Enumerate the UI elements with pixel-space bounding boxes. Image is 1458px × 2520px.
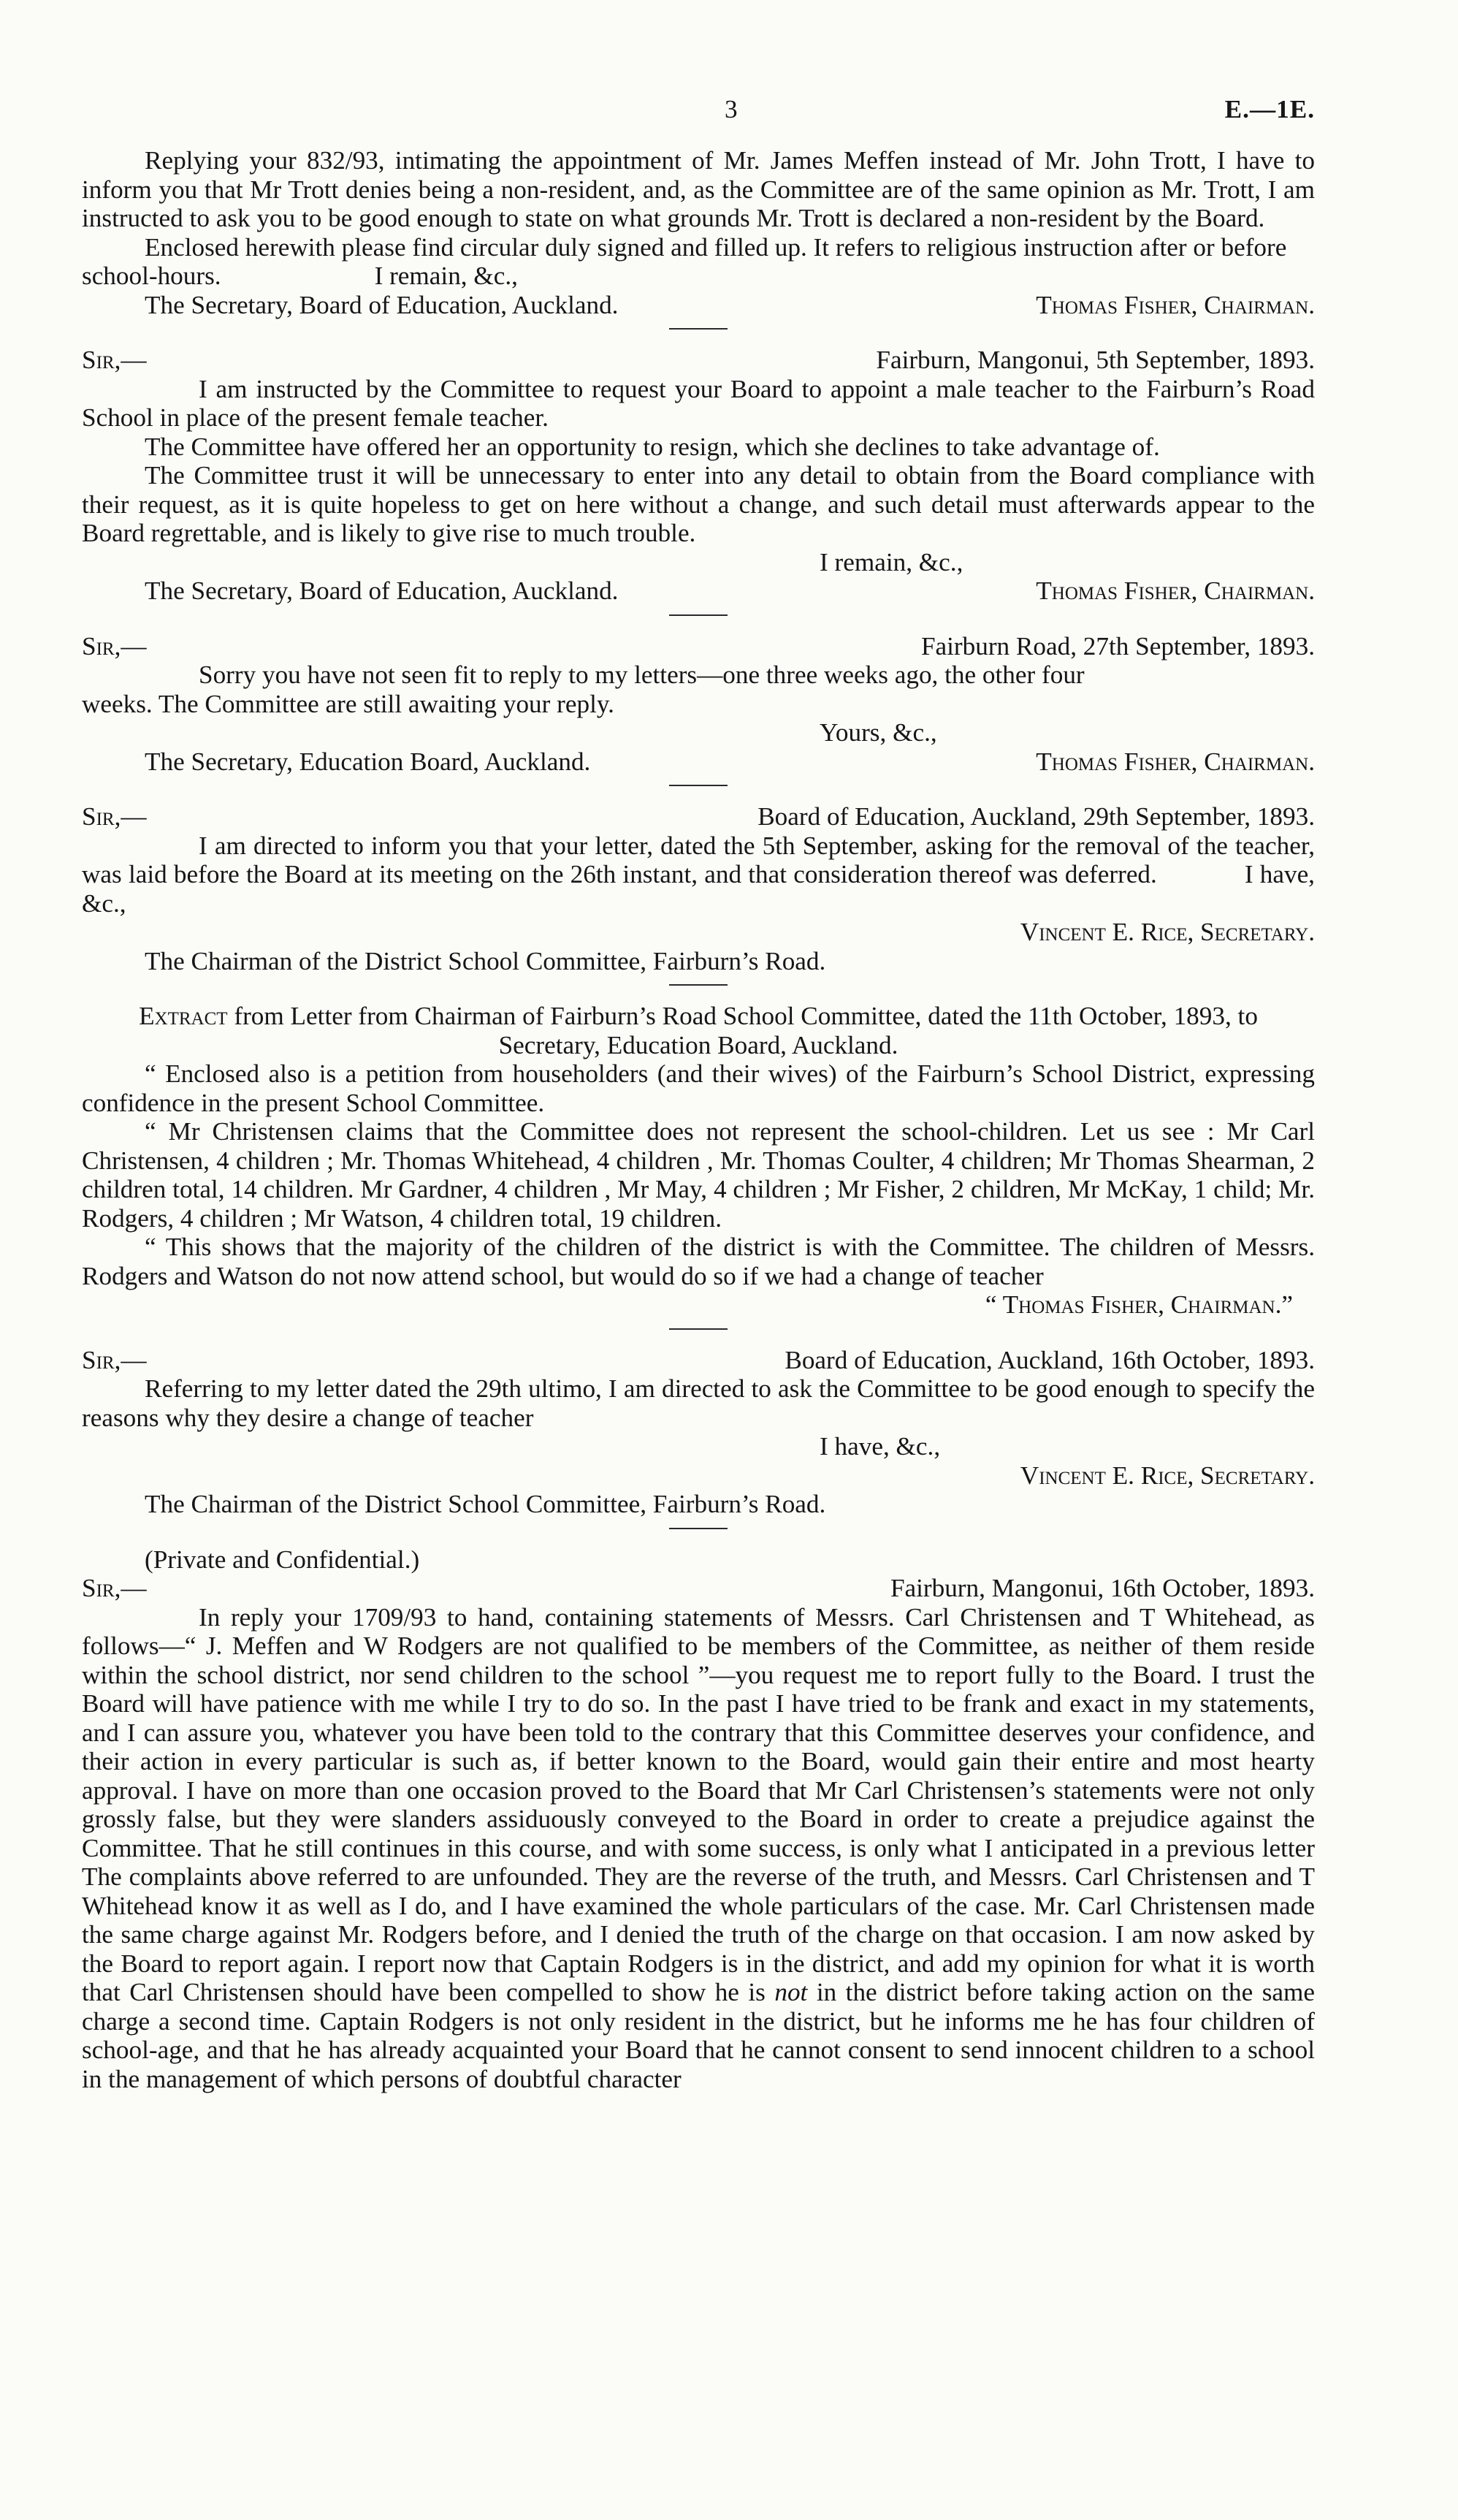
salutation: Sir,— bbox=[82, 1345, 147, 1374]
addressee: The Chairman of the District School Committee, Fairburn’s Road. bbox=[145, 1490, 826, 1518]
closing: I remain, &c., bbox=[374, 262, 518, 290]
salutation: Sir,— bbox=[82, 1574, 147, 1602]
dateline-row bbox=[82, 1574, 1315, 1603]
signature-line bbox=[82, 291, 1315, 320]
signature: Thomas Fisher, Chairman. bbox=[1036, 290, 1315, 319]
signature: Vincent E. Rice, Secretary. bbox=[1020, 918, 1315, 946]
divider bbox=[669, 785, 728, 786]
divider bbox=[669, 328, 728, 330]
signature: Vincent E. Rice, Secretary. bbox=[1020, 1461, 1315, 1490]
addressee: The Secretary, Board of Education, Auckland. bbox=[145, 290, 619, 319]
signature: Thomas Fisher, Chairman. bbox=[1036, 576, 1315, 605]
dateline-row bbox=[82, 632, 1315, 661]
divider bbox=[669, 1528, 728, 1529]
letter-1 bbox=[82, 146, 1315, 319]
divider bbox=[669, 984, 728, 986]
letter-paragraph: Sorry you have not seen fit to reply to my letters—one three weeks ago, the other four bbox=[199, 661, 1085, 689]
confidential-note: (Private and Confidential.) bbox=[145, 1545, 420, 1574]
closing: I have, &c., bbox=[820, 1432, 941, 1461]
extract-heading: Extract from Letter from Chairman of Fairburn’s Road School Committee, dated the 11th October, 1893, to Secretary, Education Board, Auckland. bbox=[139, 1002, 1258, 1059]
letter-paragraph: The Committee have offered her an opportunity to resign, which she declines to take advantage of. bbox=[145, 432, 1160, 461]
letter-2 bbox=[82, 346, 1315, 606]
letter-paragraph: In reply your 1709/93 to hand, containing statements of Messrs. Carl Christensen and T Whitehead, as follows—“ J. Meffen and W Rodgers are not qualified to be members of the Committee, as neither of them reside within the school district, nor send children to the school ”—you request me to report fully to the Board. I trust the Board will have patience with me while I try to do so. In the past I have tried to be frank and exact in my statements, and I can assure you, whatever you have been told to the contrary that this Committee deserves your confidence, and their action in every particular is such as, if better known to the Board, would gain their entire and most hearty approval. I have on more than one occasion proved to the Board that Mr Carl Christensen’s statements were not only grossly false, but they were slanders assiduously conveyed to the Board in order to create a prejudice against the Committee. That he still continues in this course, and with some success, is only what I anticipated in a previous letter The complaints above referred to are unfounded. They are the reverse of the truth, and Messrs. Carl Christensen and T Whitehead know it as well as I do, and I have examined the whole particulars of the case. Mr. Carl Christensen made the same charge against Mr. Rodgers before, and I denied the truth of the charge on that occasion. I am now asked by the Board to report again. I report now that Captain Rodgers is in the district, and add my opinion for what it is worth that Carl Christensen should have been compelled to show he is not in the district before taking action on the same charge a second time. Captain Rodgers is not only resident in the district, but he informs me he has four children of school-age, and that he has already acquainted your Board that he cannot consent to send innocent children to a school in the management of which persons of doubtful character bbox=[82, 1602, 1315, 2093]
letter-paragraph: weeks. The Committee are still awaiting your reply. bbox=[82, 689, 614, 718]
salutation: Sir,— bbox=[82, 631, 147, 661]
extract-paragraph: “ This shows that the majority of the children of the district is with the Committee. The children of Messrs. Rodgers and Watson do not now attend school, but would do so if we had a change of teacher bbox=[82, 1233, 1315, 1290]
letter-paragraph: I am instructed by the Committee to request your Board to appoint a male teacher to the Fairburn’s Road School in place of the present female teacher. bbox=[82, 374, 1315, 432]
letter-6 bbox=[82, 1545, 1315, 2094]
divider bbox=[669, 1328, 728, 1330]
addressee: The Secretary, Education Board, Auckland. bbox=[145, 747, 591, 776]
addressee: The Secretary, Board of Education, Auckland. bbox=[145, 576, 619, 605]
signature-line bbox=[82, 576, 1315, 606]
salutation: Sir,— bbox=[82, 346, 147, 374]
extract-paragraph: “ Enclosed also is a petition from householders (and their wives) of the Fairburn’s School District, expressing confidence in the present School Committee. bbox=[82, 1059, 1315, 1117]
page-header bbox=[82, 95, 1315, 146]
letter-paragraph: Enclosed herewith please find circular duly signed and filled up. It refers to religious instruction after or before school-hours. I remain, &c., bbox=[82, 232, 1287, 290]
extract-paragraph: “ Mr Christensen claims that the Committee does not represent the school-children. Let us see : Mr Carl Christensen, 4 children ; Mr. Thomas Whitehead, 4 children , Mr. Thomas Coulter, 4 children; Mr Thomas Shearman, 2 children total, 14 children. Mr Gardner, 4 children , Mr May, 4 children ; Mr Fisher, 2 children, Mr McKay, 1 child; Mr. Rodgers, 4 children ; Mr Watson, 4 children total, 19 children. bbox=[82, 1117, 1315, 1233]
salutation: Sir,— bbox=[82, 802, 147, 831]
letter-5 bbox=[82, 1346, 1315, 1519]
dateline-row bbox=[82, 802, 1315, 831]
document-reference: E.—1E. bbox=[1224, 95, 1315, 123]
letter-paragraph: Replying your 832/93, intimating the appointment of Mr. James Meffen instead of Mr. John Trott, I have to inform you that Mr Trott denies being a non-resident, and, as the Committee are of the same opinion as Mr. Trott, I am instructed to ask you to be good enough to state on what grounds Mr. Trott is declared a non-resident by the Board. bbox=[82, 146, 1315, 232]
letter-3 bbox=[82, 632, 1315, 777]
letter-paragraph: I am directed to inform you that your letter, dated the 5th September, asking for the removal of the teacher, was laid before the Board at its meeting on the 26th instant, and that consideration thereof was deferred. I have, &c., bbox=[82, 831, 1315, 918]
dateline: Board of Education, Auckland, 29th September, 1893. bbox=[757, 802, 1315, 831]
closing: I remain, &c., bbox=[820, 547, 963, 576]
letter-4 bbox=[82, 802, 1315, 975]
extract-section bbox=[82, 1002, 1315, 1320]
addressee: The Chairman of the District School Committee, Fairburn’s Road. bbox=[145, 946, 826, 975]
dateline: Fairburn, Mangonui, 5th September, 1893. bbox=[876, 346, 1315, 374]
letter-paragraph: The Committee trust it will be unnecessary to enter into any detail to obtain from the Board compliance with their request, as it is quite hopeless to get on here without a change, and such detail must afterwards appear to the Board regrettable, and is likely to give rise to much trouble. bbox=[82, 461, 1315, 547]
signature-line bbox=[82, 747, 1315, 777]
page-number: 3 bbox=[725, 95, 738, 123]
closing: I have, &c., bbox=[82, 860, 1315, 918]
closing: Yours, &c., bbox=[820, 718, 937, 747]
dateline: Fairburn Road, 27th September, 1893. bbox=[920, 631, 1315, 661]
dateline-row bbox=[82, 346, 1315, 375]
signature: “ Thomas Fisher, Chairman.” bbox=[985, 1290, 1293, 1319]
dateline: Board of Education, Auckland, 16th October, 1893. bbox=[785, 1345, 1315, 1374]
signature: Thomas Fisher, Chairman. bbox=[1036, 747, 1315, 776]
dateline: Fairburn, Mangonui, 16th October, 1893. bbox=[890, 1574, 1315, 1602]
divider bbox=[669, 614, 728, 616]
letter-paragraph: Referring to my letter dated the 29th ultimo, I am directed to ask the Committee to be good enough to specify the reasons why they desire a change of teacher bbox=[82, 1374, 1315, 1432]
dateline-row bbox=[82, 1346, 1315, 1375]
